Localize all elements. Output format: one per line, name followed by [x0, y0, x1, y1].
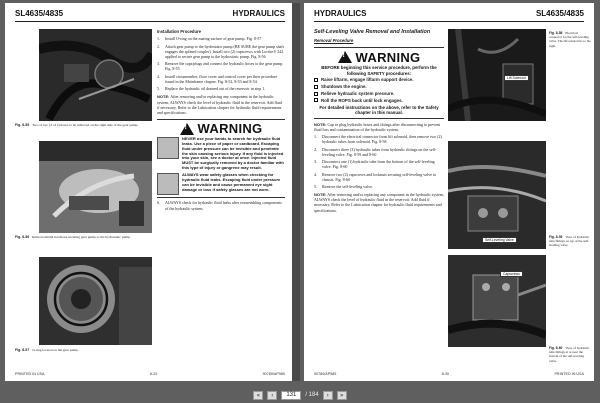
warning-text: ALWAYS wear safety glasses when checking for hydraulic fluid leaks. Escaping fluid under pressure can be invisible and cause permanent eye sight damage or loss if safety glasses are not worn.: [182, 172, 281, 192]
header-chapter: HYDRAULICS: [314, 9, 367, 18]
note-label: NOTE:: [157, 94, 170, 100]
warning-heading: [314, 51, 444, 63]
warning-box: [157, 119, 285, 198]
step-number: 2.: [157, 43, 160, 49]
safety-glasses-icon: [157, 173, 179, 195]
figure-number: Fig. 8-57: [15, 348, 30, 352]
step-number: 4.: [157, 73, 160, 79]
note-paragraph: [314, 122, 444, 132]
warning-item: [157, 137, 285, 171]
step-text: Remove two (2) capscrews and locknuts securing self-leveling valve to chassis. Fig. 8-60: [322, 171, 437, 182]
page-footer: [15, 372, 285, 376]
note-paragraph: [157, 94, 285, 114]
photo-fig-8-59: [448, 141, 546, 249]
figure-caption-8-60: [549, 346, 591, 363]
step-text: Disconnect three (3) hydraulic tubes from hydraulic fittings on the self-leveling valve. Fig. 8-59 and 8-60: [322, 146, 437, 157]
figure-number: Fig. 8-58: [549, 31, 563, 35]
step-number: 1.: [314, 134, 317, 140]
checklist-item: [314, 84, 444, 89]
procedure-step: [157, 200, 285, 210]
note-label: NOTE:: [314, 192, 327, 198]
page-right: [304, 3, 594, 381]
step-text: Attach gear pump to the hydrostatic pump (BE SURE the gear pump shaft engages the splined coupler). Install two (2) capscrews with Loctite® 242 applied to secure gear pump to the hydrostatic pump. Fig. 8-56: [165, 43, 284, 59]
warning-label: WARNING: [197, 121, 263, 137]
warning-heading: [157, 123, 285, 135]
figure-caption-text: Electrical connector for the self-leveling valve. The lift solenoid is to the right.: [549, 31, 591, 48]
hand-injection-icon: [157, 137, 179, 159]
figure-caption-text: View of hydraulic tube fittings at or near the bottom of the self-leveling valve.: [549, 346, 590, 363]
checkbox-icon: [314, 85, 318, 89]
checklist-text: Relieve hydraulic system pressure.: [321, 91, 395, 97]
header-rule: [314, 21, 584, 22]
checklist-text: Raise liftarm, engage liftarm support device.: [321, 77, 414, 83]
page-header: [314, 9, 584, 21]
figure-caption-text: Two of two (2 of 2) hoses to be removed on the right side of the gear pump.: [32, 123, 139, 127]
section-heading: Installation Procedure: [157, 29, 201, 34]
step-number: 5.: [157, 86, 160, 92]
last-page-icon[interactable]: »: [337, 391, 347, 400]
checklist-item: [314, 91, 444, 96]
note-text: After removing and/or replacing any component in the hydraulic system, ALWAYS check the level of hydraulic fluid in the reservoir. Add fluid if necessary. Refer to the Lubrication chapter for hydraulic fluid requirements and specifications.: [157, 94, 283, 115]
figure-caption-text: View of hydraulic tube fittings on top of the self-leveling valve.: [549, 235, 590, 248]
checklist-item: [314, 77, 444, 82]
page-gutter: [292, 3, 300, 381]
footer-right: PRINTED IN USA: [554, 372, 584, 376]
figure-caption-8-55: [15, 123, 153, 128]
warning-text: NEVER use your hands to search for hydraulic fluid leaks. Use a piece of paper or cardboard. Escaping fluid under pressure can be invisible and penetrate the skin causing serious injury. If any fluid is injected into your skin, see a doctor at once. Injected fluid MUST be surgically removed by a doctor familiar with this type of injury or gangrene may result.: [182, 135, 284, 171]
checklist-item: [314, 98, 444, 103]
step-number: 3.: [314, 159, 317, 165]
warning-item: [157, 173, 285, 195]
figure-number: Fig. 8-55: [15, 123, 30, 127]
checkbox-icon: [314, 92, 318, 96]
procedure-step: [314, 147, 444, 157]
viewer-toolbar: [0, 388, 600, 402]
checkbox-icon: [314, 78, 318, 82]
step-text: Disconnect the electrical connector from lift solenoid, then remove two (2) hydraulic tubes from solenoid. Fig. 8-58: [322, 134, 442, 145]
figure-caption-8-57: [15, 348, 153, 353]
figure-number: Fig. 8-59: [549, 235, 563, 239]
callout-lift-solenoid: Lift Solenoid: [504, 75, 529, 81]
checkbox-icon: [314, 98, 318, 102]
page-number-input[interactable]: 131: [281, 391, 301, 400]
footer-left: PRINTED IN USA: [15, 372, 45, 376]
step-number: 4.: [314, 171, 317, 177]
photo-fig-8-56: [39, 141, 152, 233]
warning-box: [314, 47, 444, 118]
figure-caption-8-58: [549, 31, 591, 48]
first-page-icon[interactable]: «: [253, 391, 263, 400]
procedure-step: [157, 44, 285, 59]
procedure-step: [314, 172, 444, 182]
step-number: 3.: [157, 61, 160, 67]
figure-caption-text: Remove/install hardware securing gear pump to the hydrostatic pump.: [32, 235, 131, 239]
note-label: NOTE:: [314, 121, 327, 127]
next-page-icon[interactable]: ›: [323, 391, 333, 400]
procedure-step: [157, 36, 285, 41]
figure-caption-8-59: [549, 235, 591, 248]
procedure-step: [157, 74, 285, 84]
right-text-column: [314, 29, 444, 213]
step-number: 2.: [314, 146, 317, 152]
warning-intro: BEFORE beginning this service procedure, perform the following SAFETY procedures:: [321, 65, 437, 76]
step-number: 5.: [314, 184, 317, 190]
figure-caption-8-56: [15, 235, 153, 240]
sub-heading: Removal Procedure: [314, 38, 354, 44]
step-text: Install O-ring on the mating surface of gear pump. Fig. 8-57: [165, 36, 262, 42]
figure-number: Fig. 8-60: [549, 346, 563, 350]
checklist-text: Roll the ROPS back until lock engages.: [321, 97, 403, 103]
step-number: 6.: [157, 200, 160, 206]
footer-page-number: 8-29: [149, 372, 158, 376]
page-header: [15, 9, 285, 21]
checklist-text: Shutdown the engine.: [321, 84, 367, 90]
note-paragraph: [314, 192, 444, 212]
step-text: ALWAYS check for hydraulic fluid leaks after reassembling components of the hydraulic system.: [165, 200, 282, 211]
procedure-step: [314, 134, 444, 144]
step-text: Remove the caps/plugs and connect the hydraulic hoses to the gear pump. Fig. 8-55: [165, 61, 284, 72]
page-left: [5, 3, 295, 381]
page-footer: [314, 372, 584, 376]
header-rule: [15, 21, 285, 22]
procedure-step: [157, 61, 285, 71]
warning-outro: For detailed instructions on the above, refer to the Safety chapter in this manual.: [319, 105, 439, 116]
left-text-column: [157, 29, 285, 211]
photo-fig-8-58: [448, 29, 546, 121]
page-total: / 184: [305, 392, 319, 398]
procedure-step: [314, 159, 444, 169]
footer-page-number: 8-30: [441, 372, 450, 376]
figure-number: Fig. 8-56: [15, 235, 30, 239]
header-model: SL4635/4835: [535, 9, 584, 18]
step-number: 1.: [157, 36, 160, 42]
warning-triangle-icon: !: [338, 51, 352, 63]
footer-right: 90789/AP589: [262, 372, 285, 376]
step-text: Remove the self-leveling valve.: [322, 184, 373, 190]
previous-page-icon[interactable]: ‹: [267, 391, 277, 400]
photo-fig-8-55: [39, 29, 152, 121]
note-text: After removing and/or replacing any component in the hydraulic system, ALWAYS check the level of hydraulic fluid in the reservoir. Add fluid if necessary. Refer to the Lubrication chapter for hydraulic fluid requirements and specifications.: [314, 192, 444, 213]
warning-label: WARNING: [355, 49, 421, 65]
header-chapter: HYDRAULICS: [232, 9, 285, 18]
step-text: Replace the hydraulic oil drained out of the reservoir in step 1.: [165, 86, 266, 92]
figure-caption-text: O-ring located on the gear pump.: [32, 348, 79, 352]
callout-self-leveling-valve: Self-Leveling Valve: [482, 237, 517, 243]
photo-fig-8-57: [39, 257, 152, 345]
photo-fig-8-60: [448, 255, 546, 347]
callout-capscrews: Capscrews: [500, 271, 523, 277]
step-text: Install crossmember, floor cover and control cover per their procedure found in the Mainframe chapter. Fig. 8-52, 8-53 and 8-54: [165, 73, 278, 84]
section-heading: Self-Leveling Valve Removal and Installation: [314, 29, 431, 35]
header-model: SL4635/4835: [15, 9, 64, 18]
footer-left: 90789/AP589: [314, 372, 337, 376]
procedure-step: [157, 86, 285, 91]
warning-triangle-icon: !: [180, 123, 194, 135]
step-text: Disconnect one (1) hydraulic tube from the bottom of the self-leveling valve. Fig. 8-60: [322, 159, 435, 170]
note-text: Cap or plug hydraulic hoses and fittings after disconnecting to prevent fluid loss and contamination of the hydraulic system.: [314, 121, 441, 132]
procedure-step: [314, 184, 444, 189]
